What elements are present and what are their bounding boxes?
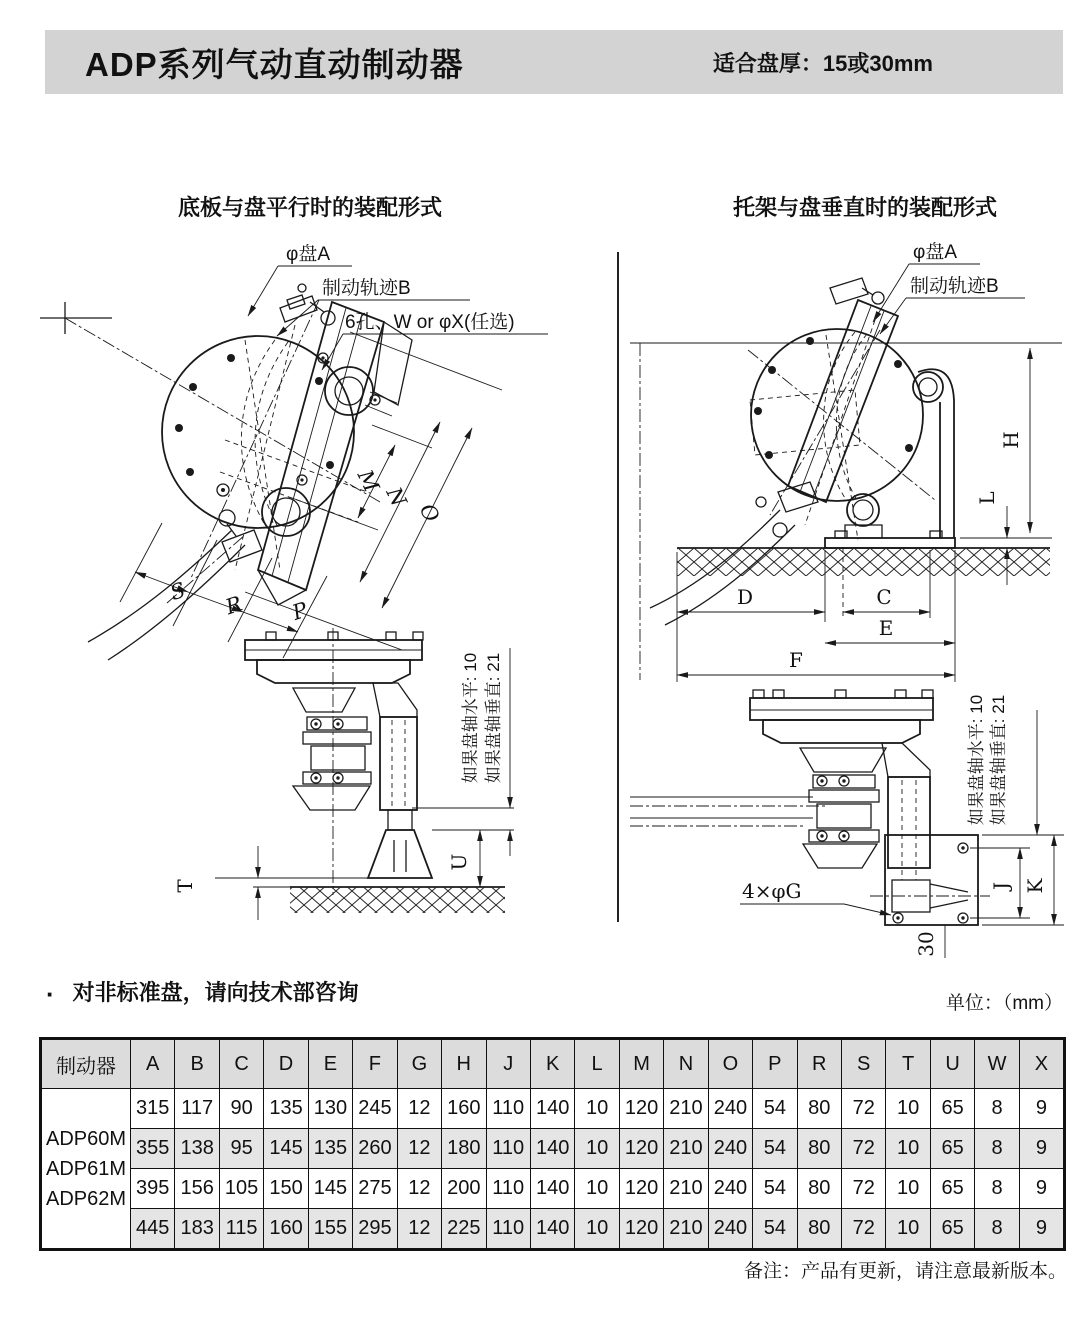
table-cell: 180 — [442, 1129, 486, 1169]
dim-30: 30 — [914, 931, 938, 957]
table-cell: 355 — [131, 1129, 175, 1169]
table-cell: 72 — [842, 1209, 886, 1250]
axis-note — [967, 695, 1037, 835]
nonstandard-disc-note — [46, 976, 359, 1010]
table-cell: 245 — [353, 1089, 397, 1129]
dim-k: K — [1023, 878, 1047, 894]
table-cell: 145 — [264, 1129, 308, 1169]
side-view-flange — [630, 690, 990, 925]
axis-vertical-note: 如果盘轴垂直: 21 — [989, 694, 1008, 826]
diagram-divider — [617, 252, 619, 922]
table-cell: 12 — [397, 1129, 441, 1169]
table-cell: 395 — [131, 1169, 175, 1209]
model-cell — [41, 1089, 131, 1250]
table-cell: 72 — [842, 1169, 886, 1209]
table-cell: 65 — [930, 1129, 974, 1169]
table-cell: 12 — [397, 1209, 441, 1250]
table-cell: 138 — [175, 1129, 219, 1169]
table-cell: 90 — [219, 1089, 263, 1129]
table-cell: 95 — [219, 1129, 263, 1169]
table-cell: 9 — [1019, 1209, 1064, 1250]
axis-horizontal-note: 如果盘轴水平: 10 — [967, 694, 986, 826]
table-cell: 200 — [442, 1169, 486, 1209]
table-cell: 130 — [308, 1089, 352, 1129]
table-cell: 80 — [797, 1129, 841, 1169]
disc-thickness-spec — [713, 47, 933, 78]
page-title: ADP系列气动直动制动器 — [85, 45, 464, 83]
table-cell: 120 — [619, 1129, 663, 1169]
column-header-L: L — [575, 1039, 619, 1089]
model-name: ADP60M — [45, 1127, 127, 1150]
table-cell: 12 — [397, 1169, 441, 1209]
dim-d: D — [736, 585, 754, 609]
table-cell: 160 — [264, 1209, 308, 1250]
ground-hatch — [290, 887, 505, 913]
ground-hatch — [677, 548, 1050, 576]
table-cell: 110 — [486, 1209, 530, 1250]
bracket-stand — [825, 369, 955, 548]
dimension-jk — [970, 835, 1064, 925]
dim-e: E — [878, 616, 894, 640]
top-clamp — [830, 278, 884, 304]
table-cell: 10 — [575, 1169, 619, 1209]
column-header-O: O — [708, 1039, 752, 1089]
dim-j: J — [989, 881, 1013, 891]
table-cell: 65 — [930, 1089, 974, 1129]
table-cell: 54 — [753, 1089, 797, 1129]
table-cell: 135 — [264, 1089, 308, 1129]
table-cell: 183 — [175, 1209, 219, 1250]
table-cell: 120 — [619, 1209, 663, 1250]
table-cell: 110 — [486, 1089, 530, 1129]
table-cell: 10 — [575, 1129, 619, 1169]
column-header-model: 制动器 — [41, 1039, 131, 1089]
right-assembly-diagram — [630, 240, 1075, 965]
model-name: ADP61M — [45, 1157, 127, 1180]
label-disc-a: φ盘A — [286, 244, 330, 265]
column-header-A: A — [131, 1039, 175, 1089]
label-brake-track: 制动轨迹B — [910, 276, 999, 297]
dim-p: P — [289, 597, 311, 625]
spec-value: 15或30mm — [822, 50, 933, 76]
dim-l: L — [975, 491, 999, 505]
note-bullet: · — [46, 978, 55, 1009]
table-cell: 140 — [530, 1169, 574, 1209]
column-header-J: J — [486, 1039, 530, 1089]
column-header-P: P — [753, 1039, 797, 1089]
table-cell: 275 — [353, 1169, 397, 1209]
table-cell: 10 — [886, 1089, 930, 1129]
column-header-W: W — [975, 1039, 1019, 1089]
column-header-X: X — [1019, 1039, 1064, 1089]
column-header-T: T — [886, 1039, 930, 1089]
table-cell: 9 — [1019, 1129, 1064, 1169]
table-cell: 135 — [308, 1129, 352, 1169]
dim-r: R — [222, 591, 246, 620]
table-cell: 445 — [131, 1209, 175, 1250]
right-diagram-title: 托架与盘垂直时的装配形式 — [732, 195, 997, 220]
note-text: 对非标准盘，请向技术部咨询 — [72, 980, 359, 1005]
table-cell: 105 — [219, 1169, 263, 1209]
left-labels — [248, 243, 548, 370]
table-cell: 72 — [842, 1089, 886, 1129]
axis-vertical-note: 如果盘轴垂直: 21 — [484, 652, 503, 784]
dimension-h — [960, 348, 1052, 538]
table-cell: 8 — [975, 1169, 1019, 1209]
table-cell: 110 — [486, 1129, 530, 1169]
label-holes: 6孔、W or φX(任选) — [345, 312, 515, 333]
column-header-U: U — [930, 1039, 974, 1089]
table-cell: 210 — [664, 1209, 708, 1250]
table-cell: 210 — [664, 1129, 708, 1169]
spec-table — [40, 1038, 1065, 1250]
table-cell: 160 — [442, 1089, 486, 1129]
table-cell: 120 — [619, 1169, 663, 1209]
table-cell: 9 — [1019, 1089, 1064, 1129]
dim-s: S — [167, 577, 189, 605]
model-name: ADP62M — [45, 1187, 127, 1210]
table-cell: 8 — [975, 1129, 1019, 1169]
table-row — [41, 1169, 1064, 1209]
table-cell: 240 — [708, 1129, 752, 1169]
dim-f: F — [789, 648, 803, 672]
table-cell: 225 — [442, 1209, 486, 1250]
column-header-E: E — [308, 1039, 352, 1089]
table-cell: 295 — [353, 1209, 397, 1250]
column-header-H: H — [442, 1039, 486, 1089]
dim-c: C — [876, 585, 892, 609]
label-disc-a: φ盘A — [913, 242, 957, 263]
table-cell: 54 — [753, 1129, 797, 1169]
brake-track — [750, 320, 875, 540]
table-cell: 8 — [975, 1209, 1019, 1250]
table-cell: 120 — [619, 1089, 663, 1129]
table-cell: 240 — [708, 1209, 752, 1250]
table-cell: 80 — [797, 1209, 841, 1250]
column-header-B: B — [175, 1039, 219, 1089]
dim-n: N — [381, 483, 412, 511]
center-cross — [40, 302, 112, 334]
label-brake-track: 制动轨迹B — [322, 278, 411, 299]
table-cell: 80 — [797, 1169, 841, 1209]
table-cell: 140 — [530, 1129, 574, 1169]
table-row — [41, 1209, 1064, 1250]
table-cell: 65 — [930, 1209, 974, 1250]
column-header-C: C — [219, 1039, 263, 1089]
footer-note: 备注：产品有更新，请注意最新版本。 — [743, 1261, 1067, 1282]
table-cell: 156 — [175, 1169, 219, 1209]
table-cell: 54 — [753, 1209, 797, 1250]
table-cell: 72 — [842, 1129, 886, 1169]
cable-arc — [88, 530, 232, 642]
table-cell: 315 — [131, 1089, 175, 1129]
dim-h: H — [999, 431, 1023, 449]
header-bar — [45, 30, 1063, 94]
table-cell: 8 — [975, 1089, 1019, 1129]
table-cell: 115 — [219, 1209, 263, 1250]
table-cell: 145 — [308, 1169, 352, 1209]
unit-label: 单位：（mm） — [945, 993, 1063, 1014]
column-header-F: F — [353, 1039, 397, 1089]
table-cell: 10 — [575, 1089, 619, 1129]
table-cell: 240 — [708, 1169, 752, 1209]
dim-o: O — [414, 499, 444, 526]
table-cell: 260 — [353, 1129, 397, 1169]
table-cell: 110 — [486, 1169, 530, 1209]
bottom-clamp — [756, 482, 818, 537]
side-view — [245, 628, 432, 895]
table-cell: 10 — [886, 1169, 930, 1209]
table-row — [41, 1089, 1064, 1129]
spec-table-body — [41, 1089, 1064, 1250]
column-header-K: K — [530, 1039, 574, 1089]
table-cell: 80 — [797, 1089, 841, 1129]
dim-m: M — [352, 466, 384, 496]
table-cell: 150 — [264, 1169, 308, 1209]
spec-label: 适合盘厚： — [712, 50, 823, 76]
spec-table-head — [41, 1039, 1064, 1089]
column-header-D: D — [264, 1039, 308, 1089]
table-cell: 10 — [575, 1209, 619, 1250]
label-4xg: 4×φG — [742, 879, 802, 903]
dimension-g30 — [740, 879, 945, 958]
axis-horizontal-note: 如果盘轴水平: 10 — [461, 652, 480, 784]
table-cell: 10 — [886, 1209, 930, 1250]
left-assembly-diagram — [40, 240, 610, 965]
left-diagram-title: 底板与盘平行时的装配形式 — [177, 195, 442, 220]
dimension-srp — [120, 523, 327, 658]
table-cell: 240 — [708, 1089, 752, 1129]
column-header-M: M — [619, 1039, 663, 1089]
table-cell: 140 — [530, 1089, 574, 1129]
column-header-N: N — [664, 1039, 708, 1089]
table-cell: 12 — [397, 1089, 441, 1129]
table-cell: 65 — [930, 1169, 974, 1209]
dim-u: U — [447, 853, 471, 871]
table-cell: 117 — [175, 1089, 219, 1129]
table-cell: 210 — [664, 1169, 708, 1209]
dimension-u — [412, 648, 514, 887]
table-row — [41, 1129, 1064, 1169]
caliper-plate — [788, 300, 898, 502]
table-cell: 155 — [308, 1209, 352, 1250]
table-cell: 140 — [530, 1209, 574, 1250]
column-header-G: G — [397, 1039, 441, 1089]
column-header-S: S — [842, 1039, 886, 1089]
column-header-R: R — [797, 1039, 841, 1089]
table-cell: 10 — [886, 1129, 930, 1169]
dim-t: T — [173, 879, 197, 893]
table-cell: 210 — [664, 1089, 708, 1129]
table-cell: 9 — [1019, 1169, 1064, 1209]
table-cell: 54 — [753, 1169, 797, 1209]
